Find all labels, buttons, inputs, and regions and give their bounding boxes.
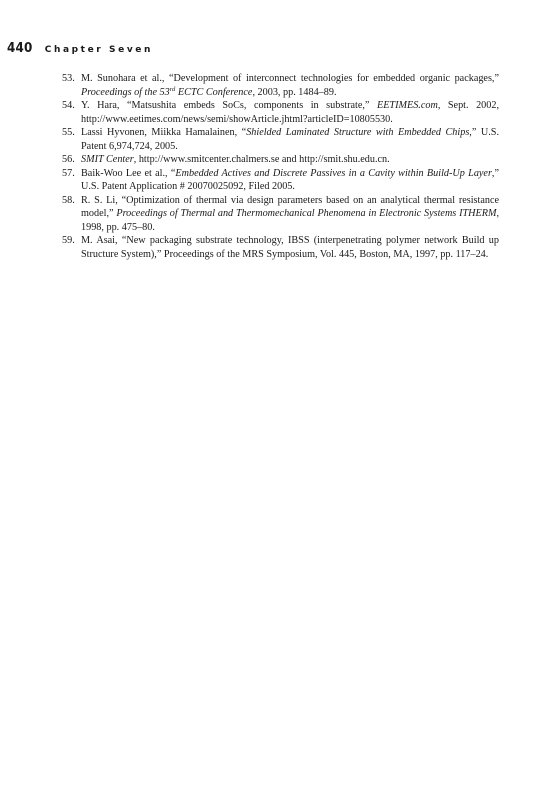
reference-item (62, 126, 499, 153)
reference-italic-text: Shielded Laminated Structure with Embedded Chips (246, 127, 470, 138)
reference-text: Y. Hara, “Matsushita embeds SoCs, components in substrate,” (81, 100, 377, 111)
reference-text: ,” U.S. Patent Application # 20070025092, Filed 2005. (81, 167, 499, 192)
reference-number: 53. (62, 73, 75, 84)
reference-text: ,” U.S. Patent 6,974,724, 2005. (81, 127, 499, 152)
reference-number: 57. (62, 167, 75, 179)
reference-text: R. S. Li, “Optimization of thermal via design parameters based on an analytical thermal resistance model,” (81, 194, 499, 219)
reference-text: M. Sunohara et al., “Development of interconnect technologies for embedded organic packages,” (81, 73, 499, 84)
reference-item (62, 99, 499, 126)
reference-text: Lassi Hyvonen, Miikka Hamalainen, “ (81, 127, 247, 138)
reference-italic-text: rd (169, 85, 176, 93)
reference-item (62, 167, 499, 194)
running-head (7, 41, 153, 57)
reference-text: M. Asai, “New packaging substrate technology, IBSS (interpenetrating polymer network Build up Structure System),” Proceedings of the MRS Symposium, Vol. 445, Boston, MA, 1997, pp. 117–24. (81, 235, 499, 260)
reference-italic-text: Embedded Actives and Discrete Passives in a Cavity within Build-Up Layer (175, 167, 492, 179)
reference-number: 54. (62, 100, 75, 111)
reference-italic-text: Proceedings of the 53 (81, 86, 170, 98)
chapter-label: Chapter Seven (44, 45, 154, 55)
reference-item (62, 72, 499, 99)
reference-item (62, 194, 499, 235)
reference-italic-text: EETIMES.com (376, 100, 438, 111)
reference-list (62, 72, 499, 261)
reference-number: 58. (62, 194, 75, 206)
reference-text: Baik-Woo Lee et al., “ (81, 167, 176, 179)
reference-text: , Sept. 2002, http://www.eetimes.com/news/semi/showArticle.jhtml?articleID=10805530. (81, 100, 499, 125)
reference-item (62, 234, 499, 261)
reference-number: 56. (62, 154, 75, 165)
reference-number: 59. (62, 235, 75, 246)
reference-text: , http://www.smitcenter.chalmers.se and http://smit.shu.edu.cn. (133, 154, 390, 165)
reference-item (62, 153, 499, 167)
reference-text: , 1998, pp. 475–80. (81, 208, 499, 233)
reference-text: , 2003, pp. 1484–89. (252, 86, 337, 98)
page-number: 440 (7, 41, 33, 56)
reference-italic-text: SMIT Center (81, 154, 134, 165)
reference-number: 55. (62, 127, 75, 138)
reference-italic-text: ECTC Conference (175, 86, 253, 98)
reference-italic-text: Proceedings of Thermal and Thermomechanical Phenomena in Electronic Systems ITHERM (116, 208, 497, 219)
